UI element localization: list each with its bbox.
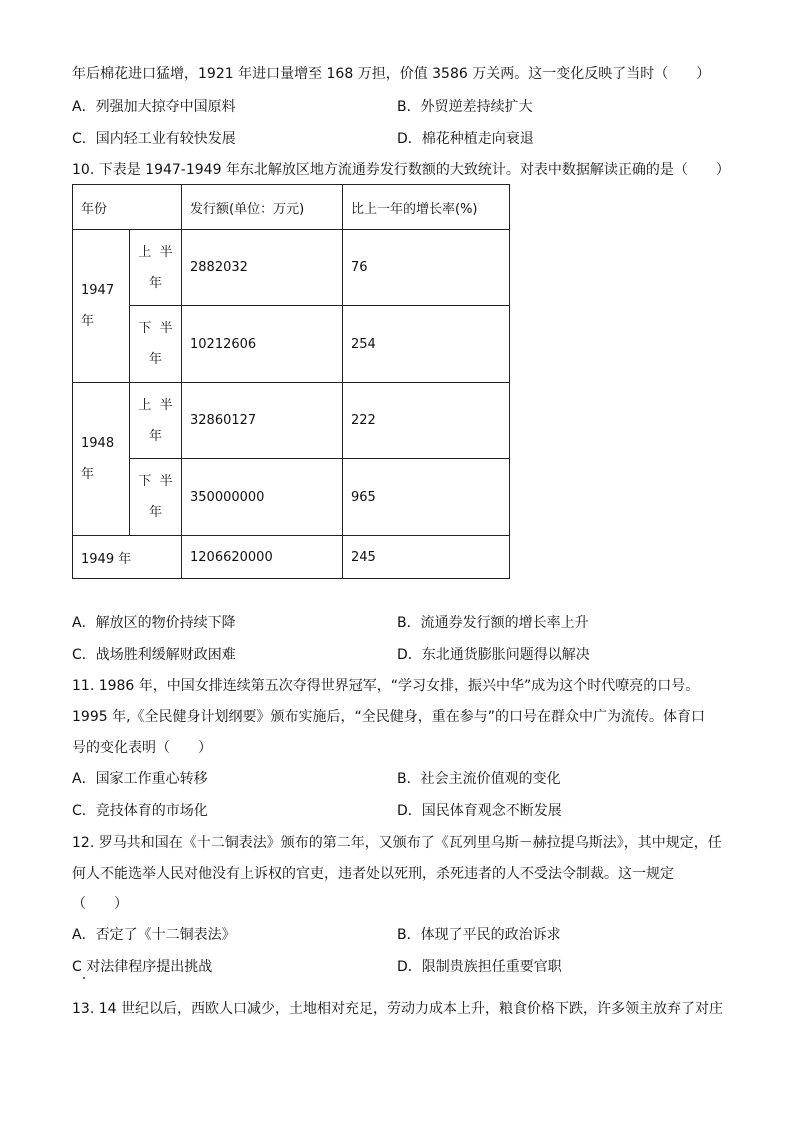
q10-stem: 10. 下表是 1947-1949 年东北解放区地方流通券发行数额的大致统计。对表中数据解读正确的是（ ） xyxy=(72,162,730,178)
q10-option-b[interactable]: B．流通券发行额的增长率上升 xyxy=(397,615,589,631)
rate-cell: 965 xyxy=(343,459,510,536)
q11-stem-line1: 11. 1986 年，中国女排连续第五次夺得世界冠军，“学习女排，振兴中华”成为这个时代嘹亮的口号。 xyxy=(72,678,700,694)
amount-cell: 1206620000 xyxy=(182,536,343,579)
amount-cell: 32860127 xyxy=(182,383,343,459)
table-row xyxy=(73,459,510,536)
table-row xyxy=(73,383,510,459)
q9-stem-tail: 年后棉花进口猛增，1921 年进口量增至 168 万担，价值 3586 万关两。这一变化反映了当时（ ） xyxy=(72,66,711,82)
stray-dot-mark xyxy=(83,977,85,979)
header-growth-rate: 比上一年的增长率(%) xyxy=(343,185,510,230)
table-row xyxy=(73,306,510,383)
q10-option-d[interactable]: D．东北通货膨胀问题得以解决 xyxy=(397,647,590,663)
half-second-cell: 下 半 年 xyxy=(130,459,182,536)
q10-option-c[interactable]: C．战场胜利缓解财政困难 xyxy=(72,647,236,663)
q13-stem: 13. 14 世纪以后，西欧人口减少，土地相对充足，劳动力成本上升，粮食价格下跌，许多领主放弃了对庄 xyxy=(72,1001,723,1017)
q9-option-b[interactable]: B．外贸逆差持续扩大 xyxy=(397,99,533,115)
q9-option-c[interactable]: C．国内轻工业有较快发展 xyxy=(72,131,236,147)
q11-option-d[interactable]: D．国民体育观念不断发展 xyxy=(397,803,562,819)
q9-option-a[interactable]: A．列强加大掠夺中国原料 xyxy=(72,99,236,115)
q11-option-c[interactable]: C．竞技体育的市场化 xyxy=(72,803,208,819)
amount-cell: 350000000 xyxy=(182,459,343,536)
rate-cell: 254 xyxy=(343,306,510,383)
half-second-cell: 下 半 年 xyxy=(130,306,182,383)
currency-issue-table xyxy=(72,184,510,579)
q11-option-b[interactable]: B．社会主流价值观的变化 xyxy=(397,771,561,787)
q11-option-a[interactable]: A．国家工作重心转移 xyxy=(72,771,208,787)
amount-cell: 2882032 xyxy=(182,230,343,306)
q11-stem-line2: 1995 年,《全民健身计划纲要》颁布实施后，“全民健身，重在参与”的口号在群众中广为流传。体育口 xyxy=(72,709,706,725)
header-year: 年份 xyxy=(73,185,182,230)
year-1949-cell: 1949 年 xyxy=(73,536,182,579)
header-amount: 发行额(单位：万元) xyxy=(182,185,343,230)
q12-option-d[interactable]: D．限制贵族担任重要官职 xyxy=(397,959,562,975)
half-first-cell: 上 半 年 xyxy=(130,383,182,459)
q12-stem-line1: 12. 罗马共和国在《十二铜表法》颁布的第二年，又颁布了《瓦列里乌斯－赫拉提乌斯法》，其中规定，任 xyxy=(72,835,722,851)
amount-cell: 10212606 xyxy=(182,306,343,383)
year-1948-cell: 1948 年 xyxy=(73,383,130,536)
rate-cell: 245 xyxy=(343,536,510,579)
q9-option-d[interactable]: D．棉花种植走向衰退 xyxy=(397,131,534,147)
table-row xyxy=(73,230,510,306)
q12-option-c[interactable]: C 对法律程序提出挑战 xyxy=(72,959,213,975)
rate-cell: 76 xyxy=(343,230,510,306)
q12-stem-line2: 何人不能选举人民对他没有上诉权的官吏，违者处以死刑，杀死违者的人不受法令制裁。这一规定 xyxy=(72,866,674,882)
q12-option-b[interactable]: B．体现了平民的政治诉求 xyxy=(397,927,561,943)
q11-stem-line3: 号的变化表明（ ） xyxy=(72,740,212,756)
table-row xyxy=(73,536,510,579)
half-first-cell: 上 半 年 xyxy=(130,230,182,306)
table-header-row xyxy=(73,185,510,230)
q10-option-a[interactable]: A．解放区的物价持续下降 xyxy=(72,615,236,631)
year-1947-cell: 1947 年 xyxy=(73,230,130,383)
rate-cell: 222 xyxy=(343,383,510,459)
q12-stem-line3: （ ） xyxy=(72,896,128,912)
q12-option-a[interactable]: A．否定了《十二铜表法》 xyxy=(72,927,236,943)
